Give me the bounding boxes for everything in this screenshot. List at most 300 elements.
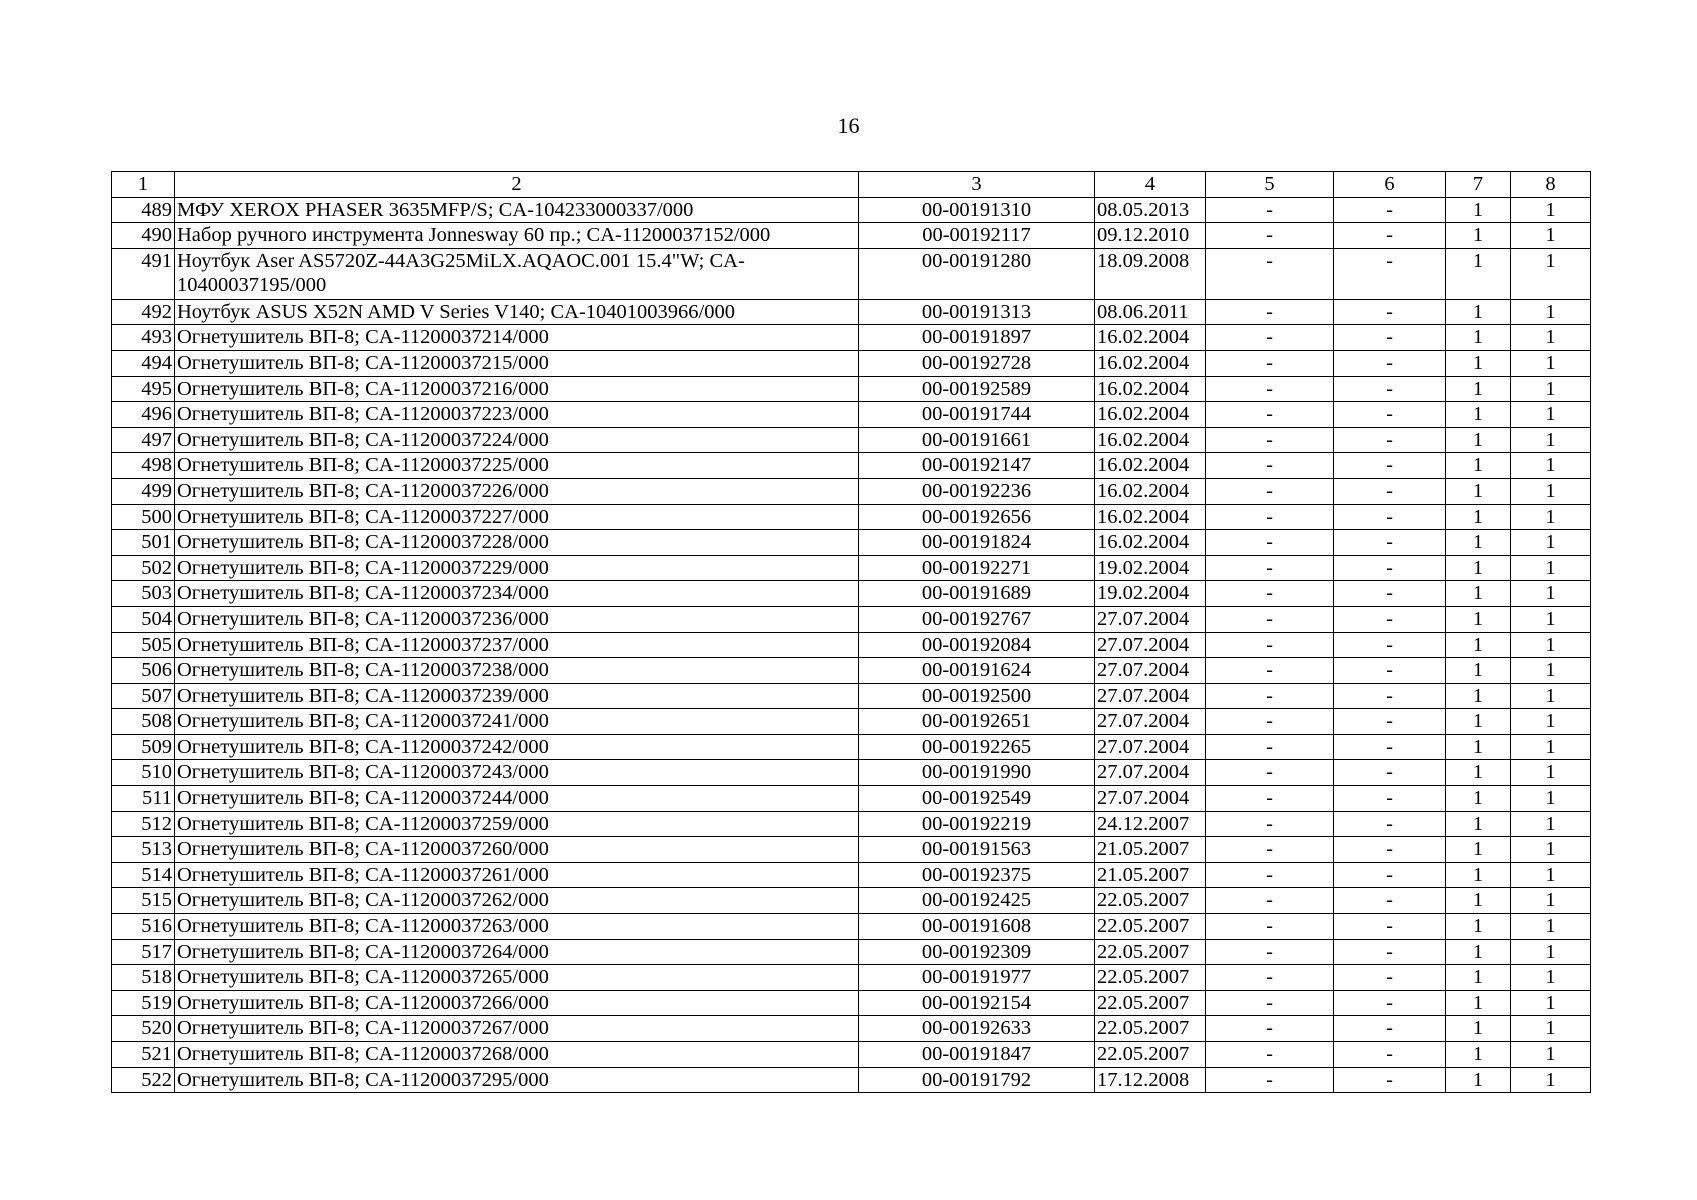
cell-row-number: 511 [112, 786, 175, 812]
cell-row-number: 504 [112, 606, 175, 632]
cell-date: 22.05.2007 [1095, 1016, 1206, 1042]
cell-date: 19.02.2004 [1095, 555, 1206, 581]
cell-date: 24.12.2007 [1095, 811, 1206, 837]
cell-col6: - [1334, 990, 1446, 1016]
cell-col8: 1 [1511, 350, 1591, 376]
cell-date: 19.02.2004 [1095, 581, 1206, 607]
cell-col8: 1 [1511, 811, 1591, 837]
cell-col5: - [1206, 402, 1334, 428]
cell-inventory-code: 00-00192154 [859, 990, 1095, 1016]
column-header-3: 3 [859, 172, 1095, 198]
cell-date: 09.12.2010 [1095, 223, 1206, 249]
inventory-table [111, 171, 1591, 1093]
cell-col8: 1 [1511, 581, 1591, 607]
cell-col5: - [1206, 453, 1334, 479]
cell-col6: - [1334, 555, 1446, 581]
table-row [112, 1042, 1591, 1068]
cell-col5: - [1206, 1067, 1334, 1093]
cell-col5: - [1206, 709, 1334, 735]
cell-item-name: Огнетушитель ВП-8; CA-11200037259/000 [175, 811, 859, 837]
cell-row-number: 522 [112, 1067, 175, 1093]
cell-inventory-code: 00-00192375 [859, 862, 1095, 888]
cell-col8: 1 [1511, 734, 1591, 760]
cell-col7: 1 [1446, 1016, 1511, 1042]
table-row [112, 504, 1591, 530]
cell-col5: - [1206, 914, 1334, 940]
table-row [112, 453, 1591, 479]
cell-row-number: 496 [112, 402, 175, 428]
cell-date: 22.05.2007 [1095, 1042, 1206, 1068]
cell-col6: - [1334, 888, 1446, 914]
cell-col6: - [1334, 632, 1446, 658]
cell-col5: - [1206, 683, 1334, 709]
cell-item-name: Огнетушитель ВП-8; CA-11200037236/000 [175, 606, 859, 632]
cell-col7: 1 [1446, 965, 1511, 991]
cell-col8: 1 [1511, 683, 1591, 709]
cell-item-name: Огнетушитель ВП-8; CA-11200037215/000 [175, 350, 859, 376]
cell-date: 27.07.2004 [1095, 786, 1206, 812]
cell-inventory-code: 00-00191563 [859, 837, 1095, 863]
cell-col5: - [1206, 427, 1334, 453]
cell-inventory-code: 00-00191689 [859, 581, 1095, 607]
cell-col8: 1 [1511, 402, 1591, 428]
table-row [112, 914, 1591, 940]
cell-col5: - [1206, 1016, 1334, 1042]
cell-row-number: 515 [112, 888, 175, 914]
cell-row-number: 507 [112, 683, 175, 709]
cell-item-name: Огнетушитель ВП-8; CA-11200037242/000 [175, 734, 859, 760]
cell-col6: - [1334, 734, 1446, 760]
cell-row-number: 516 [112, 914, 175, 940]
cell-col7: 1 [1446, 223, 1511, 249]
cell-col7: 1 [1446, 914, 1511, 940]
cell-col7: 1 [1446, 709, 1511, 735]
cell-date: 16.02.2004 [1095, 478, 1206, 504]
cell-col7: 1 [1446, 658, 1511, 684]
table-row [112, 990, 1591, 1016]
cell-col8: 1 [1511, 939, 1591, 965]
cell-inventory-code: 00-00192651 [859, 709, 1095, 735]
cell-inventory-code: 00-00192147 [859, 453, 1095, 479]
cell-col8: 1 [1511, 965, 1591, 991]
table-row [112, 734, 1591, 760]
cell-col5: - [1206, 888, 1334, 914]
cell-item-name: Огнетушитель ВП-8; CA-11200037237/000 [175, 632, 859, 658]
cell-col8: 1 [1511, 888, 1591, 914]
cell-col6: - [1334, 197, 1446, 223]
cell-item-name: Огнетушитель ВП-8; CA-11200037225/000 [175, 453, 859, 479]
cell-col6: - [1334, 248, 1446, 299]
cell-col7: 1 [1446, 197, 1511, 223]
cell-row-number: 517 [112, 939, 175, 965]
cell-col6: - [1334, 862, 1446, 888]
cell-col8: 1 [1511, 325, 1591, 351]
table-row [112, 888, 1591, 914]
cell-col7: 1 [1446, 350, 1511, 376]
table-row [112, 223, 1591, 249]
column-header-8: 8 [1511, 172, 1591, 198]
cell-col7: 1 [1446, 581, 1511, 607]
cell-row-number: 494 [112, 350, 175, 376]
cell-col8: 1 [1511, 914, 1591, 940]
cell-col6: - [1334, 658, 1446, 684]
cell-item-name: Огнетушитель ВП-8; CA-11200037241/000 [175, 709, 859, 735]
page-number: 16 [837, 113, 860, 138]
cell-col6: - [1334, 811, 1446, 837]
table-row [112, 811, 1591, 837]
cell-col7: 1 [1446, 325, 1511, 351]
cell-col6: - [1334, 427, 1446, 453]
cell-col7: 1 [1446, 837, 1511, 863]
cell-date: 08.05.2013 [1095, 197, 1206, 223]
cell-inventory-code: 00-00191744 [859, 402, 1095, 428]
cell-col8: 1 [1511, 427, 1591, 453]
cell-col8: 1 [1511, 1016, 1591, 1042]
cell-col5: - [1206, 734, 1334, 760]
cell-col7: 1 [1446, 478, 1511, 504]
cell-date: 08.06.2011 [1095, 299, 1206, 325]
cell-row-number: 495 [112, 376, 175, 402]
cell-col5: - [1206, 350, 1334, 376]
cell-col6: - [1334, 402, 1446, 428]
cell-col5: - [1206, 760, 1334, 786]
cell-row-number: 498 [112, 453, 175, 479]
column-header-5: 5 [1206, 172, 1334, 198]
cell-col7: 1 [1446, 376, 1511, 402]
cell-date: 16.02.2004 [1095, 530, 1206, 556]
cell-col7: 1 [1446, 734, 1511, 760]
cell-col5: - [1206, 530, 1334, 556]
cell-col5: - [1206, 965, 1334, 991]
cell-inventory-code: 00-00192084 [859, 632, 1095, 658]
cell-col6: - [1334, 478, 1446, 504]
cell-col6: - [1334, 965, 1446, 991]
table-row [112, 658, 1591, 684]
cell-inventory-code: 00-00191280 [859, 248, 1095, 299]
cell-col7: 1 [1446, 555, 1511, 581]
table-row [112, 581, 1591, 607]
cell-col7: 1 [1446, 990, 1511, 1016]
cell-inventory-code: 00-00192219 [859, 811, 1095, 837]
cell-col5: - [1206, 223, 1334, 249]
cell-inventory-code: 00-00192309 [859, 939, 1095, 965]
cell-col5: - [1206, 658, 1334, 684]
cell-inventory-code: 00-00192271 [859, 555, 1095, 581]
cell-date: 16.02.2004 [1095, 402, 1206, 428]
cell-item-name: Огнетушитель ВП-8; CA-11200037262/000 [175, 888, 859, 914]
table-row [112, 709, 1591, 735]
cell-item-name: Ноутбук Aser AS5720Z-44A3G25MiLX.AQAOC.001 15.4"W; CA-10400037195/000 [175, 248, 859, 299]
cell-inventory-code: 00-00192589 [859, 376, 1095, 402]
cell-col6: - [1334, 350, 1446, 376]
cell-col8: 1 [1511, 837, 1591, 863]
table-row [112, 325, 1591, 351]
cell-col6: - [1334, 504, 1446, 530]
cell-date: 16.02.2004 [1095, 504, 1206, 530]
cell-col8: 1 [1511, 504, 1591, 530]
cell-date: 27.07.2004 [1095, 632, 1206, 658]
cell-date: 21.05.2007 [1095, 862, 1206, 888]
table-row [112, 299, 1591, 325]
cell-col7: 1 [1446, 786, 1511, 812]
cell-row-number: 490 [112, 223, 175, 249]
cell-item-name: Огнетушитель ВП-8; CA-11200037229/000 [175, 555, 859, 581]
cell-date: 18.09.2008 [1095, 248, 1206, 299]
table-row [112, 350, 1591, 376]
cell-date: 17.12.2008 [1095, 1067, 1206, 1093]
cell-col6: - [1334, 837, 1446, 863]
cell-col7: 1 [1446, 453, 1511, 479]
cell-item-name: Огнетушитель ВП-8; CA-11200037260/000 [175, 837, 859, 863]
cell-item-name: Огнетушитель ВП-8; CA-11200037227/000 [175, 504, 859, 530]
cell-col6: - [1334, 760, 1446, 786]
cell-row-number: 491 [112, 248, 175, 299]
cell-inventory-code: 00-00191310 [859, 197, 1095, 223]
cell-item-name: Ноутбук ASUS X52N AMD V Series V140; CA-10401003966/000 [175, 299, 859, 325]
cell-inventory-code: 00-00192549 [859, 786, 1095, 812]
cell-inventory-code: 00-00191792 [859, 1067, 1095, 1093]
cell-col6: - [1334, 376, 1446, 402]
cell-col7: 1 [1446, 1067, 1511, 1093]
cell-inventory-code: 00-00192500 [859, 683, 1095, 709]
cell-item-name: Огнетушитель ВП-8; CA-11200037266/000 [175, 990, 859, 1016]
column-header-2: 2 [175, 172, 859, 198]
cell-col7: 1 [1446, 862, 1511, 888]
cell-col8: 1 [1511, 376, 1591, 402]
cell-col7: 1 [1446, 427, 1511, 453]
cell-date: 27.07.2004 [1095, 683, 1206, 709]
column-header-7: 7 [1446, 172, 1511, 198]
cell-col6: - [1334, 299, 1446, 325]
cell-date: 16.02.2004 [1095, 427, 1206, 453]
table-row [112, 939, 1591, 965]
cell-col8: 1 [1511, 862, 1591, 888]
cell-inventory-code: 00-00191608 [859, 914, 1095, 940]
cell-item-name: Огнетушитель ВП-8; CA-11200037295/000 [175, 1067, 859, 1093]
cell-col8: 1 [1511, 709, 1591, 735]
cell-row-number: 513 [112, 837, 175, 863]
cell-row-number: 518 [112, 965, 175, 991]
cell-item-name: Огнетушитель ВП-8; CA-11200037261/000 [175, 862, 859, 888]
cell-row-number: 501 [112, 530, 175, 556]
cell-col7: 1 [1446, 760, 1511, 786]
table-row [112, 862, 1591, 888]
cell-date: 16.02.2004 [1095, 350, 1206, 376]
cell-row-number: 514 [112, 862, 175, 888]
table-row [112, 427, 1591, 453]
table-row [112, 1016, 1591, 1042]
cell-col5: - [1206, 837, 1334, 863]
cell-date: 21.05.2007 [1095, 837, 1206, 863]
cell-col5: - [1206, 862, 1334, 888]
column-header-6: 6 [1334, 172, 1446, 198]
cell-inventory-code: 00-00191313 [859, 299, 1095, 325]
cell-col5: - [1206, 555, 1334, 581]
cell-date: 16.02.2004 [1095, 453, 1206, 479]
table-row [112, 760, 1591, 786]
cell-col5: - [1206, 581, 1334, 607]
cell-col6: - [1334, 530, 1446, 556]
table-header-row [112, 172, 1591, 198]
cell-col5: - [1206, 606, 1334, 632]
cell-col8: 1 [1511, 555, 1591, 581]
cell-col6: - [1334, 786, 1446, 812]
table-row [112, 402, 1591, 428]
cell-col8: 1 [1511, 658, 1591, 684]
cell-col6: - [1334, 581, 1446, 607]
cell-date: 16.02.2004 [1095, 376, 1206, 402]
cell-date: 27.07.2004 [1095, 658, 1206, 684]
cell-col7: 1 [1446, 683, 1511, 709]
cell-col5: - [1206, 990, 1334, 1016]
cell-inventory-code: 00-00191897 [859, 325, 1095, 351]
cell-col5: - [1206, 376, 1334, 402]
table-row [112, 1067, 1591, 1093]
cell-date: 27.07.2004 [1095, 760, 1206, 786]
table-row [112, 786, 1591, 812]
cell-col5: - [1206, 632, 1334, 658]
cell-col7: 1 [1446, 888, 1511, 914]
cell-col7: 1 [1446, 530, 1511, 556]
cell-col6: - [1334, 1042, 1446, 1068]
table-row [112, 837, 1591, 863]
cell-col8: 1 [1511, 1067, 1591, 1093]
table-row [112, 632, 1591, 658]
cell-inventory-code: 00-00191661 [859, 427, 1095, 453]
cell-col8: 1 [1511, 760, 1591, 786]
cell-item-name: Огнетушитель ВП-8; CA-11200037244/000 [175, 786, 859, 812]
cell-item-name: Огнетушитель ВП-8; CA-11200037239/000 [175, 683, 859, 709]
cell-item-name: Набор ручного инструмента Jonnesway 60 пр.; CA-11200037152/000 [175, 223, 859, 249]
cell-col6: - [1334, 939, 1446, 965]
cell-row-number: 499 [112, 478, 175, 504]
cell-col8: 1 [1511, 197, 1591, 223]
cell-item-name: МФУ XEROX PHASER 3635MFP/S; CA-104233000337/000 [175, 197, 859, 223]
table-row [112, 555, 1591, 581]
table-row [112, 376, 1591, 402]
cell-col5: - [1206, 811, 1334, 837]
cell-col8: 1 [1511, 223, 1591, 249]
cell-col5: - [1206, 939, 1334, 965]
cell-item-name: Огнетушитель ВП-8; CA-11200037263/000 [175, 914, 859, 940]
cell-inventory-code: 00-00191977 [859, 965, 1095, 991]
cell-item-name: Огнетушитель ВП-8; CA-11200037216/000 [175, 376, 859, 402]
cell-item-name: Огнетушитель ВП-8; CA-11200037243/000 [175, 760, 859, 786]
cell-col5: - [1206, 478, 1334, 504]
cell-row-number: 508 [112, 709, 175, 735]
cell-row-number: 505 [112, 632, 175, 658]
cell-col6: - [1334, 223, 1446, 249]
cell-col8: 1 [1511, 299, 1591, 325]
cell-item-name: Огнетушитель ВП-8; CA-11200037214/000 [175, 325, 859, 351]
table-row [112, 478, 1591, 504]
cell-col6: - [1334, 606, 1446, 632]
cell-inventory-code: 00-00192656 [859, 504, 1095, 530]
cell-row-number: 492 [112, 299, 175, 325]
cell-col7: 1 [1446, 811, 1511, 837]
table-row [112, 248, 1591, 299]
column-header-4: 4 [1095, 172, 1206, 198]
cell-col6: - [1334, 1016, 1446, 1042]
cell-col5: - [1206, 197, 1334, 223]
cell-inventory-code: 00-00191847 [859, 1042, 1095, 1068]
cell-item-name: Огнетушитель ВП-8; CA-11200037238/000 [175, 658, 859, 684]
cell-row-number: 489 [112, 197, 175, 223]
cell-col7: 1 [1446, 402, 1511, 428]
cell-row-number: 497 [112, 427, 175, 453]
cell-date: 22.05.2007 [1095, 990, 1206, 1016]
cell-col5: - [1206, 1042, 1334, 1068]
cell-col5: - [1206, 504, 1334, 530]
cell-row-number: 503 [112, 581, 175, 607]
cell-col8: 1 [1511, 478, 1591, 504]
cell-col6: - [1334, 453, 1446, 479]
cell-row-number: 506 [112, 658, 175, 684]
cell-col6: - [1334, 683, 1446, 709]
cell-col8: 1 [1511, 530, 1591, 556]
cell-col8: 1 [1511, 248, 1591, 299]
cell-item-name: Огнетушитель ВП-8; CA-11200037267/000 [175, 1016, 859, 1042]
cell-row-number: 500 [112, 504, 175, 530]
cell-inventory-code: 00-00191624 [859, 658, 1095, 684]
cell-col6: - [1334, 914, 1446, 940]
cell-date: 22.05.2007 [1095, 939, 1206, 965]
cell-item-name: Огнетушитель ВП-8; CA-11200037234/000 [175, 581, 859, 607]
cell-col7: 1 [1446, 1042, 1511, 1068]
cell-row-number: 510 [112, 760, 175, 786]
cell-date: 22.05.2007 [1095, 914, 1206, 940]
cell-col8: 1 [1511, 990, 1591, 1016]
cell-row-number: 509 [112, 734, 175, 760]
cell-row-number: 519 [112, 990, 175, 1016]
cell-inventory-code: 00-00192117 [859, 223, 1095, 249]
cell-item-name: Огнетушитель ВП-8; CA-11200037224/000 [175, 427, 859, 453]
cell-col7: 1 [1446, 248, 1511, 299]
cell-item-name: Огнетушитель ВП-8; CA-11200037228/000 [175, 530, 859, 556]
cell-item-name: Огнетушитель ВП-8; CA-11200037264/000 [175, 939, 859, 965]
cell-inventory-code: 00-00192728 [859, 350, 1095, 376]
cell-col7: 1 [1446, 299, 1511, 325]
cell-inventory-code: 00-00192265 [859, 734, 1095, 760]
column-header-1: 1 [112, 172, 175, 198]
cell-date: 22.05.2007 [1095, 888, 1206, 914]
cell-col7: 1 [1446, 939, 1511, 965]
cell-col8: 1 [1511, 786, 1591, 812]
cell-item-name: Огнетушитель ВП-8; CA-11200037223/000 [175, 402, 859, 428]
cell-date: 27.07.2004 [1095, 709, 1206, 735]
cell-row-number: 493 [112, 325, 175, 351]
table-row [112, 530, 1591, 556]
table-row [112, 965, 1591, 991]
cell-item-name: Огнетушитель ВП-8; CA-11200037268/000 [175, 1042, 859, 1068]
table-row [112, 683, 1591, 709]
cell-col8: 1 [1511, 1042, 1591, 1068]
cell-col5: - [1206, 325, 1334, 351]
table-row [112, 197, 1591, 223]
cell-date: 22.05.2007 [1095, 965, 1206, 991]
cell-item-name: Огнетушитель ВП-8; CA-11200037226/000 [175, 478, 859, 504]
cell-date: 27.07.2004 [1095, 734, 1206, 760]
cell-date: 16.02.2004 [1095, 325, 1206, 351]
cell-col6: - [1334, 325, 1446, 351]
cell-col7: 1 [1446, 504, 1511, 530]
cell-item-name: Огнетушитель ВП-8; CA-11200037265/000 [175, 965, 859, 991]
cell-col7: 1 [1446, 632, 1511, 658]
cell-col8: 1 [1511, 453, 1591, 479]
cell-col8: 1 [1511, 632, 1591, 658]
cell-col8: 1 [1511, 606, 1591, 632]
cell-row-number: 521 [112, 1042, 175, 1068]
